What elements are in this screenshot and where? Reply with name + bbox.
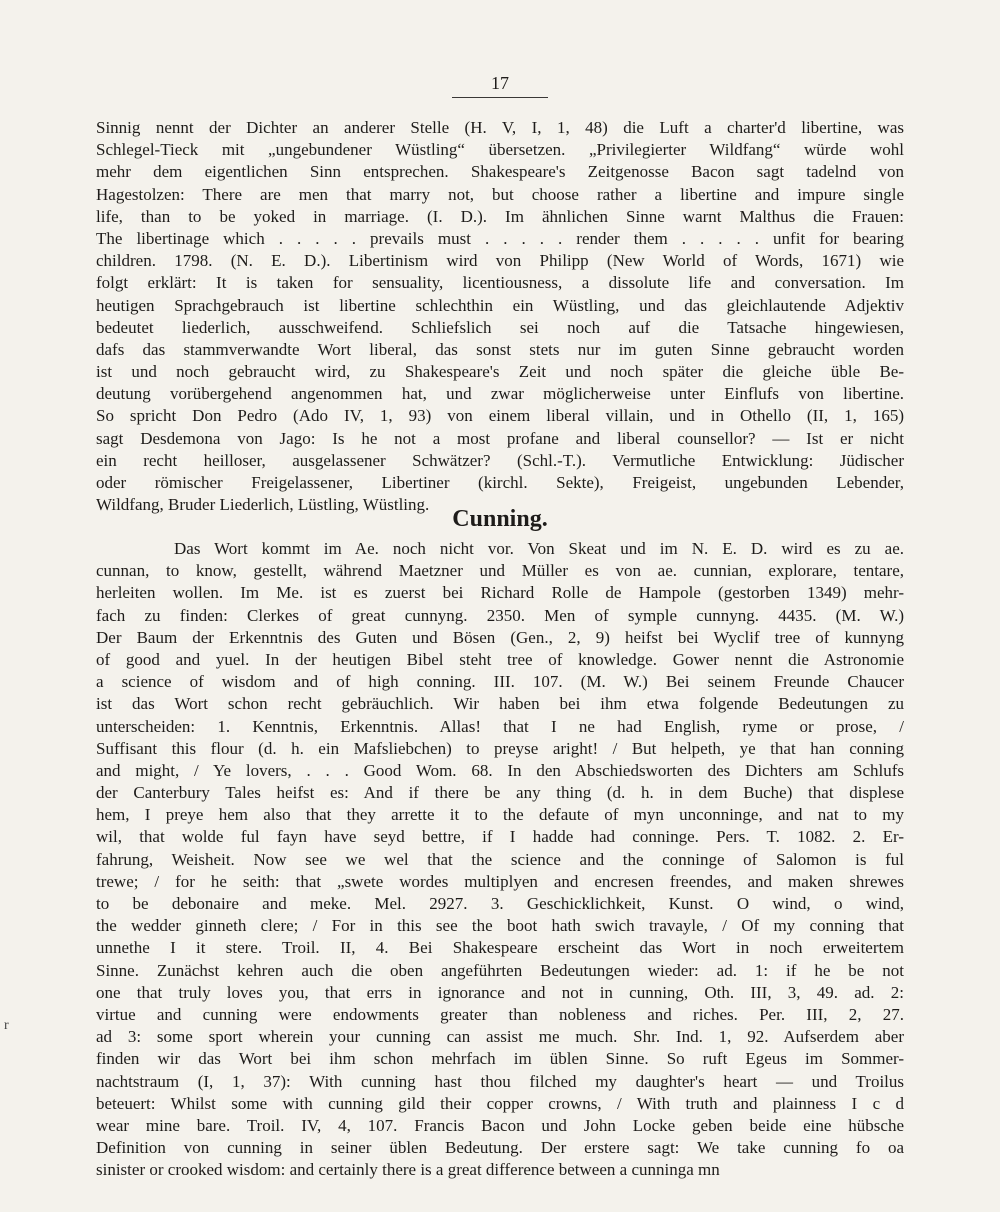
text-line: heutigen Sprachgebrauch ist libertine schlechthin ein Wüstling, und das gleichlautende Adjektiv: [96, 295, 904, 315]
text-line: beteuert: Whilst some with cunning gild their copper crowns, / With truth and plainness I c d: [96, 1093, 904, 1113]
text-line: Sinne. Zunächst kehren auch die oben angeführten Bedeutungen wieder: ad. 1: if he be not: [96, 960, 904, 980]
text-line: der Canterbury Tales heifst es: And if there be any thing (d. h. in dem Buche) that displese: [96, 783, 904, 803]
text-line: cunnan, to know, gestellt, während Maetzner und Müller es von ae. cunnian, explorare, tentare,: [96, 561, 904, 581]
text-line: Definition von cunning in seiner üblen Bedeutung. Der erstere sagt: We take cunning fo oa: [96, 1138, 904, 1158]
text-line: ein recht heilloser, ausgelassener Schwätzer? (Schl.-T.). Vermutliche Entwicklung: Jüdischer: [96, 450, 904, 470]
text-line: fahrung, Weisheit. Now see we wel that the science and the conninge of Salomon is ful: [96, 849, 904, 869]
text-line: of good and yuel. In der heutigen Bibel steht tree of knowledge. Gower nennt die Astronomie: [96, 649, 904, 669]
text-line: So spricht Don Pedro (Ado IV, 1, 93) von einem liberal villain, und in Othello (II, 1, 165): [96, 406, 904, 426]
text-line: Schlegel-Tieck mit „ungebundener Wüstling“ übersetzen. „Privilegierter Wildfang“ würde wohl: [96, 140, 904, 160]
page-number: 17: [491, 73, 509, 93]
margin-mark: r: [4, 1018, 9, 1033]
text-line: virtue and cunning were endowments greater than nobleness and riches. Per. III, 2, 27.: [96, 1004, 904, 1024]
text-line: ad 3: some sport wherein your cunning can assist me much. Shr. Ind. 1, 92. Aufserdem aber: [96, 1027, 904, 1047]
text-line: sagt Desdemona von Jago: Is he not a most profane and liberal counsellor? — Ist er nicht: [96, 428, 904, 448]
text-line: wear mine bare. Troil. IV, 4, 107. Francis Bacon und John Locke geben beide eine hübsche: [96, 1115, 904, 1135]
page-number-rule: [452, 97, 548, 98]
text-line: oder römischer Freigelassener, Libertiner (kirchl. Sekte), Freigeist, ungebunden Lebender,: [96, 473, 904, 492]
text-line: Hagestolzen: There are men that marry not, but choose rather a libertine and impure single: [96, 184, 904, 204]
text-line: mehr dem eigentlichen Sinn entsprechen. Shakespeare's Zeitgenosse Bacon sagt tadelnd von: [96, 162, 904, 182]
text-line: folgt erklärt: It is taken for sensuality, licentiousness, a dissolute life and conversation. Im: [96, 273, 904, 293]
text-line: dafs das stammverwandte Wort liberal, das sonst stets nur im guten Sinne gebraucht worden: [96, 339, 904, 359]
text-line: one that truly loves you, that errs in ignorance and not in cunning, Oth. III, 3, 49. ad. 2:: [96, 982, 904, 1002]
text-line: The libertinage which . . . . . prevails must . . . . . render them . . . . . unfit for bearing: [96, 228, 904, 248]
text-line: life, than to be yoked in marriage. (I. D.). Im ähnlichen Sinne warnt Malthus die Frauen:: [96, 206, 904, 226]
text-line: unnethe I it stere. Troil. II, 4. Bei Shakespeare erscheint das Wort in noch erweitertem: [96, 938, 904, 958]
text-line: Suffisant this flour (d. h. ein Mafsliebchen) to preyse aright! / But helpeth, ye that han conning: [96, 738, 904, 758]
text-line: the wedder ginneth clere; / For in this see the boot hath swich travayle, / Of my conning that: [96, 916, 904, 936]
paragraph-cunning: [96, 538, 904, 1181]
text-line: children. 1798. (N. E. D.). Libertinism wird von Philipp (New World of Words, 1671) wie: [96, 251, 904, 271]
text-line: Das Wort kommt im Ae. noch nicht vor. Von Skeat und im N. E. D. wird es zu ae.: [174, 539, 904, 558]
text-line: deutung vorübergehend angenommen hat, und zwar möglicherweise unter Einflufs von libertine.: [96, 384, 904, 404]
text-line: ist das Wort schon recht gebräuchlich. Wir haben bei ihm etwa folgende Bedeutungen zu: [96, 694, 904, 714]
text-line: Wildfang, Bruder Liederlich, Lüstling, Wüstling.: [96, 495, 430, 515]
text-line: fach zu finden: Clerkes of great cunnyng. 2350. Men of symple cunnyng. 4435. (M. W.): [96, 605, 904, 625]
text-line: and might, / Ye lovers, . . . Good Wom. 68. In den Abschiedsworten des Dichters am Schlufs: [96, 760, 904, 780]
text-line: herleiten wollen. Im Me. ist es zuerst bei Richard Rolle de Hampole (gestorben 1349) mehr-: [96, 583, 904, 603]
text-line: unterscheiden: 1. Kenntnis, Erkenntnis. Allas! that I ne had English, ryme or prose, /: [96, 716, 904, 736]
text-line: to be debonaire and meke. Mel. 2927. 3. Geschicklichkeit, Kunst. O wind, o wind,: [96, 894, 904, 913]
text-line: Sinnig nennt der Dichter an anderer Stelle (H. V, I, 1, 48) die Luft a charter'd libertine, was: [96, 118, 904, 137]
text-line: wil, that wolde ful fayn have seyd bettre, if I hadde had conninge. Pers. T. 1082. 2. Er-: [96, 827, 904, 847]
text-line: hem, I preye hem also that they arrette it to the defaute of myn unconninge, and nat to my: [96, 805, 904, 825]
text-line: sinister or crooked wisdom: and certainly there is a great difference between a cunninga mn: [96, 1160, 720, 1180]
text-line: nachtstraum (I, 1, 37): With cunning hast thou filched my daughter's heart — und Troilus: [96, 1071, 904, 1091]
text-line: finden wir das Wort bei ihm schon mehrfach im üblen Sinne. So ruft Egeus im Sommer-: [96, 1049, 904, 1069]
text-line: trewe; / for he seith: that „swete wordes multiplyen and encresen freendes, and maken shrewes: [96, 871, 904, 891]
paragraph-libertine: [96, 117, 904, 516]
text-line: ist und noch gebraucht wird, zu Shakespeare's Zeit und noch später die gleiche üble Be-: [96, 362, 904, 382]
text-line: a science of wisdom and of high conning. III. 107. (M. W.) Bei seinem Freunde Chaucer: [96, 672, 904, 692]
section-heading: Cunning.: [452, 506, 548, 532]
text-line: bedeutet liederlich, ausschweifend. Schliefslich sei noch auf die Tatsache hingewiesen,: [96, 317, 904, 337]
text-line: Der Baum der Erkenntnis des Guten und Bösen (Gen., 2, 9) heifst bei Wyclif tree of kunnyng: [96, 627, 904, 647]
